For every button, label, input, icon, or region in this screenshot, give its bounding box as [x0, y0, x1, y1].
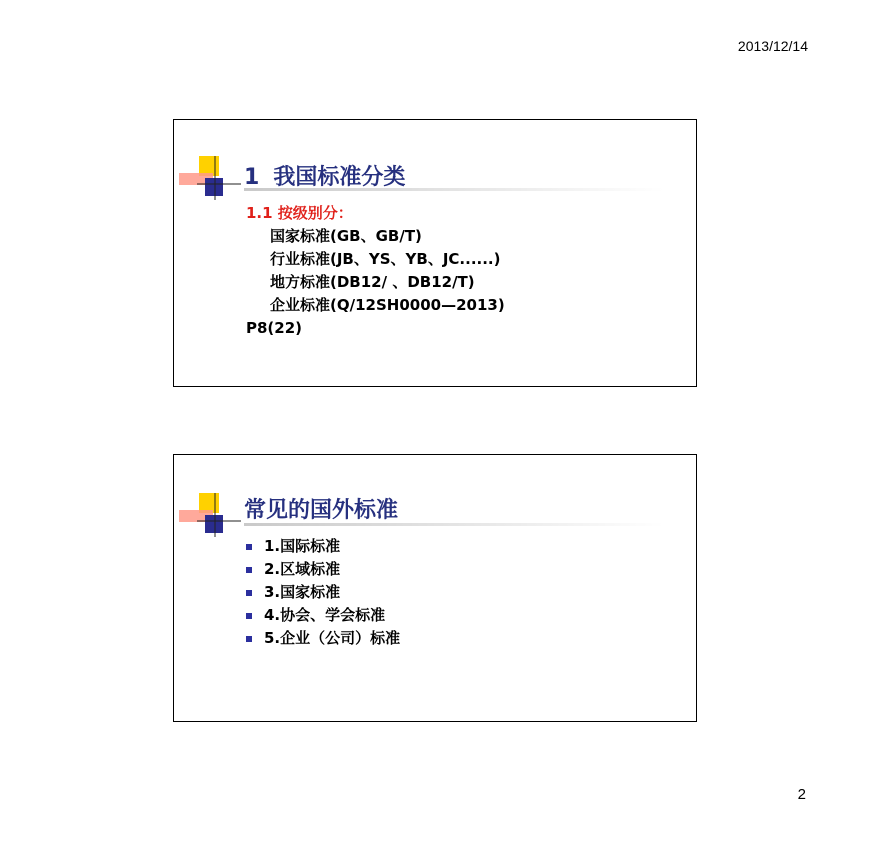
slide-thumbnail-2	[173, 454, 697, 722]
square-bullet-icon	[246, 613, 252, 619]
slide-decoration-icon	[179, 493, 241, 537]
square-bullet-icon	[246, 636, 252, 642]
body-line: 国家标准(GB、GB/T)	[270, 227, 422, 245]
body-line: 行业标准(JB、YS、YB、JC......)	[270, 250, 501, 268]
list-item: 2.区域标准	[246, 558, 400, 581]
square-bullet-icon	[246, 590, 252, 596]
body-line: 地方标准(DB12/ 、DB12/T)	[270, 273, 475, 291]
list-item: 3.国家标准	[246, 581, 400, 604]
slide-title	[244, 160, 405, 191]
list-item: 5.企业（公司）标准	[246, 627, 400, 650]
square-bullet-icon	[246, 544, 252, 550]
square-bullet-icon	[246, 567, 252, 573]
page-number: 2	[797, 786, 806, 803]
slide-body	[246, 202, 505, 340]
slide-title: 常见的国外标准	[244, 498, 399, 523]
title-number: 1	[244, 165, 260, 190]
body-line: 企业标准(Q/12SH0000—2013)	[270, 296, 505, 314]
slide-thumbnail-1	[173, 119, 697, 387]
subheading: 1.1 按级别分：	[246, 204, 353, 222]
slide-decoration-icon	[179, 156, 241, 200]
title-text: 我国标准分类	[273, 165, 406, 190]
page-reference: P8(22)	[246, 319, 303, 337]
bullet-list	[246, 535, 400, 650]
header-date: 2013/12/14	[737, 38, 808, 54]
list-item: 1.国际标准	[246, 535, 400, 558]
list-item: 4.协会、学会标准	[246, 604, 400, 627]
